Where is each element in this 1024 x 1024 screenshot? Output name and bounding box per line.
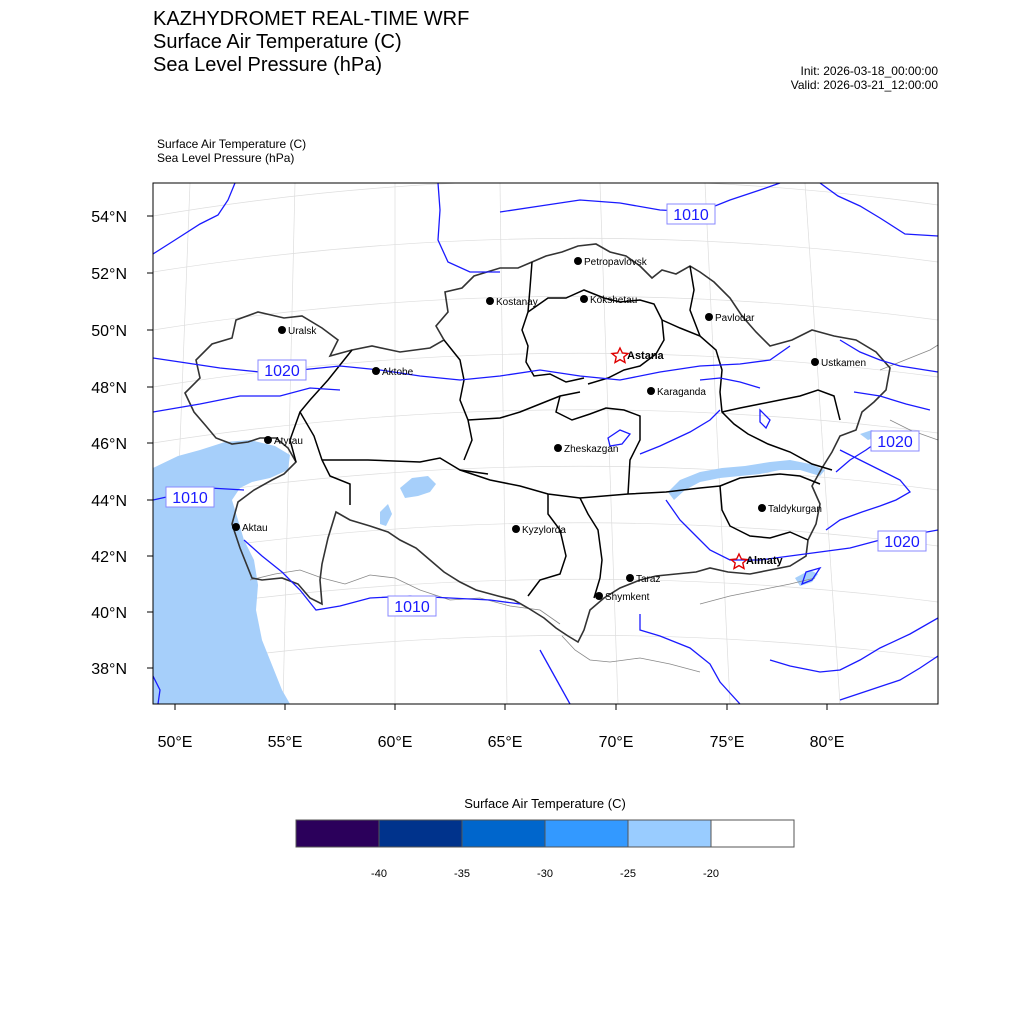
map-frame [153, 183, 938, 704]
svg-text:Kyzylorda: Kyzylorda [522, 525, 566, 536]
colorbar-swatch [711, 820, 794, 847]
city-almaty [731, 554, 784, 569]
lon-label: 55°E [267, 734, 303, 751]
isobar-label [667, 204, 715, 224]
title-line-3: Sea Level Pressure (hPa) [153, 54, 383, 76]
svg-text:Karaganda: Karaganda [657, 387, 706, 398]
lon-label: 70°E [598, 734, 634, 751]
city-pavlodar [705, 313, 755, 324]
svg-text:1010: 1010 [394, 599, 430, 616]
colorbar [296, 796, 794, 880]
city-uralsk [278, 326, 317, 337]
title-line-2: Surface Air Temperature (C) [153, 31, 402, 53]
lon-label: 65°E [487, 734, 523, 751]
city-markers [232, 257, 866, 603]
city-kokshetau [580, 295, 637, 306]
colorbar-ticks [371, 868, 719, 880]
colorbar-tick: -25 [620, 868, 636, 880]
lat-label: 42°N [91, 549, 127, 566]
svg-text:1010: 1010 [172, 490, 208, 507]
lat-label: 44°N [91, 493, 127, 510]
colorbar-swatch [628, 820, 711, 847]
svg-text:1020: 1020 [877, 434, 913, 451]
svg-text:Shymkent: Shymkent [605, 592, 650, 603]
lat-label: 46°N [91, 436, 127, 453]
aral-sea-west [380, 504, 392, 526]
colorbar-title: Surface Air Temperature (C) [464, 796, 626, 811]
aral-sea [400, 476, 436, 498]
caspian-sea [153, 440, 290, 704]
city-taldykurgan [758, 504, 822, 515]
city-petropavlovsk [574, 257, 648, 268]
init-time: Init: 2026-03-18_00:00:00 [800, 64, 938, 78]
lat-label: 48°N [91, 380, 127, 397]
svg-text:Petropavlovsk: Petropavlovsk [584, 257, 647, 268]
svg-text:Zheskazgan: Zheskazgan [564, 444, 619, 455]
lon-label: 80°E [809, 734, 845, 751]
lat-label: 52°N [91, 266, 127, 283]
city-ustkamen [811, 358, 866, 369]
lat-label: 50°N [91, 323, 127, 340]
isobar-label [871, 431, 919, 451]
colorbar-swatch [296, 820, 379, 847]
subheader-line-2: Sea Level Pressure (hPa) [157, 151, 295, 165]
city-kyzylorda [512, 525, 566, 536]
longitude-labels [158, 734, 845, 751]
colorbar-boxes [296, 820, 794, 847]
isobar-label [878, 531, 926, 551]
svg-text:Astana: Astana [627, 350, 664, 362]
colorbar-tick: -35 [454, 868, 470, 880]
city-kostanay [486, 297, 538, 308]
colorbar-tick: -40 [371, 868, 387, 880]
capital-star-icon [731, 554, 747, 569]
lon-label: 75°E [709, 734, 745, 751]
svg-text:Aktau: Aktau [242, 523, 268, 534]
colorbar-tick: -30 [537, 868, 553, 880]
isobar-label [258, 360, 306, 380]
colorbar-swatch [462, 820, 545, 847]
svg-text:Almaty: Almaty [746, 555, 783, 567]
isobars [153, 183, 938, 704]
svg-text:Taraz: Taraz [636, 574, 661, 585]
svg-text:Aktobe: Aktobe [382, 367, 414, 378]
colorbar-swatch [545, 820, 628, 847]
title-line-1: KAZHYDROMET REAL-TIME WRF [153, 8, 470, 30]
lat-label: 54°N [91, 209, 127, 226]
city-aktobe [372, 367, 414, 378]
city-shymkent [595, 592, 650, 603]
lon-label: 60°E [377, 734, 413, 751]
lake-balkhash [668, 460, 825, 500]
svg-text:Uralsk: Uralsk [288, 326, 317, 337]
capital-star-icon [612, 348, 628, 363]
city-karaganda [647, 387, 706, 398]
svg-text:Kostanay: Kostanay [496, 297, 538, 308]
svg-text:1020: 1020 [884, 534, 920, 551]
svg-text:1020: 1020 [264, 363, 300, 380]
lon-label: 50°E [157, 734, 193, 751]
colorbar-swatch [379, 820, 462, 847]
isobar-label [166, 487, 214, 507]
svg-text:Kokshetau: Kokshetau [590, 295, 638, 306]
svg-text:1010: 1010 [673, 207, 709, 224]
city-astana [612, 348, 665, 363]
subheader-line-1: Surface Air Temperature (C) [157, 137, 307, 151]
oblast-borders [290, 262, 840, 598]
colorbar-tick: -20 [703, 868, 719, 880]
lat-label: 38°N [91, 661, 127, 678]
isobar-label [388, 596, 436, 616]
lat-label: 40°N [91, 605, 127, 622]
svg-text:Atyrau: Atyrau [274, 436, 303, 447]
svg-text:Ustkamen: Ustkamen [821, 358, 867, 369]
svg-text:Pavlodar: Pavlodar [715, 313, 755, 324]
city-zheskazgan [554, 444, 618, 455]
latitude-labels [91, 209, 127, 678]
valid-time: Valid: 2026-03-21_12:00:00 [790, 78, 938, 92]
svg-text:Taldykurgan: Taldykurgan [768, 504, 822, 515]
